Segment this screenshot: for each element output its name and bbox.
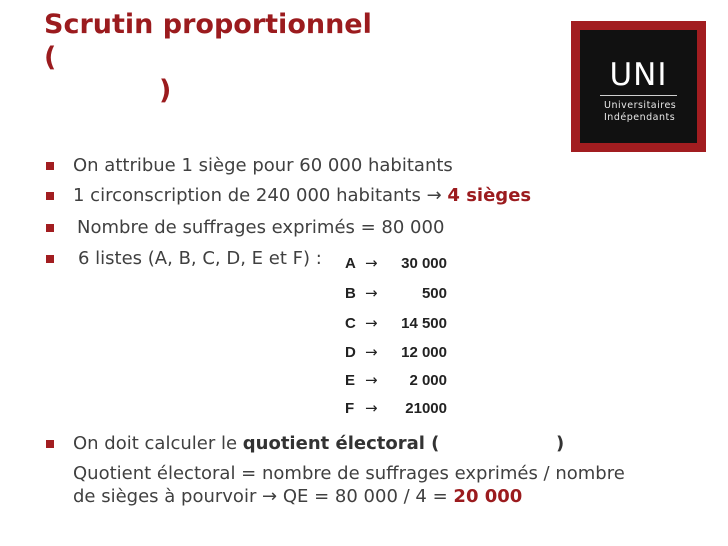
bullet-marker (46, 192, 54, 200)
uni-logo-sub-line1: Universitaires (604, 100, 677, 111)
arrow-icon: → (365, 284, 378, 302)
result-row-a (345, 253, 447, 274)
bullet-item-2-text: 1 circonscription de 240 000 habitants → (73, 185, 442, 206)
result-list-name: C (345, 315, 356, 332)
uni-logo-text: UNI (609, 57, 668, 93)
result-row-e (345, 370, 447, 391)
result-list-name: D (345, 344, 356, 361)
bullet-item-2 (73, 185, 531, 207)
bullet-marker (46, 224, 54, 232)
result-row-f (345, 398, 447, 419)
uni-logo-sub-line2: Indépendants (604, 112, 676, 123)
quotient-result: 20 000 (453, 486, 523, 507)
result-row-d (345, 342, 447, 363)
slide-title-line2: ( (44, 42, 57, 73)
arrow-icon: → (365, 343, 378, 361)
result-list-name: A (345, 255, 356, 272)
result-list-name: B (345, 285, 356, 302)
quotient-formula-line2 (73, 486, 522, 508)
bullet-marker (46, 440, 54, 448)
bullet-marker (46, 255, 54, 263)
result-votes: 30 000 (401, 255, 447, 272)
arrow-icon: → (365, 314, 378, 332)
seats-highlight: 4 sièges (447, 185, 532, 206)
result-votes: 14 500 (401, 315, 447, 332)
bullet-item-4: 6 listes (A, B, C, D, E et F) : (78, 248, 322, 269)
uni-logo-subtitle (604, 100, 676, 124)
slide-title-line3: ) (159, 75, 172, 106)
result-votes: 21000 (405, 400, 447, 417)
uni-logo-divider (600, 95, 677, 96)
arrow-icon: → (365, 371, 378, 389)
slide-title (44, 8, 372, 107)
quotient-formula-text: de sièges à pourvoir → QE = 80 000 / 4 = (73, 486, 448, 507)
bullet-marker (46, 162, 54, 170)
result-votes: 12 000 (401, 344, 447, 361)
result-list-name: F (345, 400, 355, 417)
quotient-formula-line1: Quotient électoral = nombre de suffrages exprimés / nombre (73, 463, 625, 484)
result-votes: 500 (421, 285, 447, 302)
result-list-name: E (345, 372, 356, 389)
arrow-icon: → (365, 399, 378, 417)
quotient-term: quotient électoral ( (242, 433, 440, 454)
slide-title-line1: Scrutin proportionnel (44, 9, 372, 40)
result-row-c (345, 313, 447, 334)
quotient-intro: On doit calculer le (73, 433, 238, 454)
arrow-icon: → (365, 254, 378, 272)
bullet-item-quotient (73, 433, 439, 455)
result-row-b (345, 283, 447, 304)
bullet-item-3: Nombre de suffrages exprimés = 80 000 (77, 217, 445, 238)
result-votes: 2 000 (409, 372, 447, 389)
quotient-close-paren: ) (556, 433, 565, 454)
bullet-item-1: On attribue 1 siège pour 60 000 habitants (73, 155, 453, 176)
uni-logo (571, 21, 706, 152)
uni-logo-inner (580, 30, 697, 143)
